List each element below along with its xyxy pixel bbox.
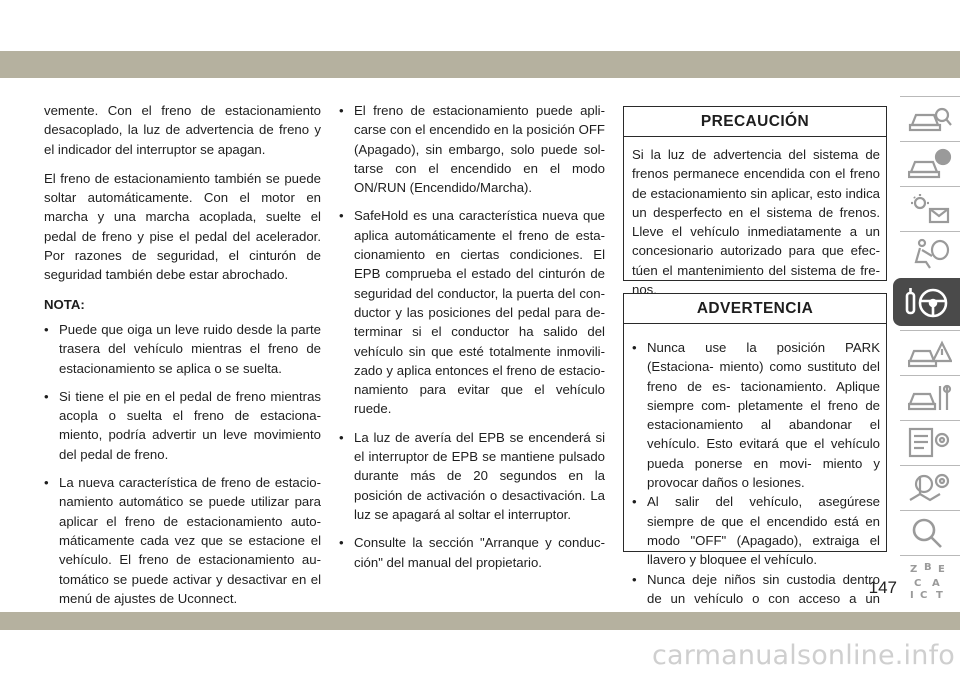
list-item: • La nueva característica de freno de estacio- namiento automático se puede utilizar para aplicar el freno de estacionamiento auto- máticamente cada vez que se estacione el vehículo. El freno de estacionamiento au- tomático se puede activar y desactivar en el menú de ajustes de Uconnect. [44,473,321,608]
caution-title: PRECAUCIÓN [624,107,886,137]
svg-text:C: C [914,578,922,589]
tab-car-warning[interactable] [900,330,960,373]
tab-list-gear[interactable] [900,420,960,463]
list-item: • Si tiene el pie en el pedal de freno mientras acopla o suelta el freno de estaciona- miento, podría advertir un leve movimiento del pedal de freno. [44,387,321,464]
tab-steering-wheel-key[interactable] [893,278,960,326]
svg-text:E: E [938,564,945,575]
svg-text:T: T [936,590,943,601]
svg-text:A: A [932,578,940,589]
warning-title: ADVERTENCIA [624,294,886,324]
list-item: • SafeHold es una característica nueva que aplica automáticamente el freno de esta- cionamiento en ciertas condiciones. El EPB comprueba el estado del cinturón de seguridad del conductor, la puerta del con- ductor y las posiciones del pedal para de- terminar si el conductor ha salido del vehículo sin que esté totalmente inmovili- zado y aplica entonces el freno de estacio- namiento para evitar que el vehículo ruede. [339,206,605,418]
paragraph: vemente. Con el freno de estacionamiento desacoplado, la luz de advertencia de freno y el indicador del interruptor se apagan. [44,103,321,157]
magnifier-icon [908,517,952,549]
note-list [44,320,321,608]
middle-column [339,101,605,581]
car-tools-icon [908,382,952,414]
svg-text:C: C [920,590,928,601]
list-item: • Nunca deje niños sin custodia dentro de un vehículo o con acceso a un [632,570,880,628]
warning-list [632,338,880,627]
note-heading: NOTA: [44,296,85,312]
steering-wheel-key-icon [905,287,949,319]
tab-alphabet-index[interactable] [900,555,960,601]
map-gear-icon [908,472,952,504]
dashboard-lights-icon [908,193,952,225]
warning-body [624,324,886,627]
list-item: • El freno de estacionamiento puede apli- carse con el encendido en la posición OFF (Apagado), sin embargo, solo puede sol- tarse con el encendido en el modo ON/RUN (Encendido/Marcha). [339,101,605,197]
tab-dashboard-lights[interactable] [900,186,960,229]
tab-car-search[interactable] [900,96,960,139]
tab-map-gear[interactable] [900,465,960,508]
svg-text:B: B [924,562,932,573]
tab-car-info[interactable] [900,141,960,184]
svg-text:I: I [910,590,914,601]
caution-box [623,106,887,298]
alphabet-index-icon [908,562,952,602]
list-item: • Nunca use la posición PARK (Estaciona- miento) como sustituto del freno de es- tacionamiento. Aplique siempre com- pletamente el freno de estacionamiento al abandonar el vehículo. Esto evitará que el vehículo pueda ponerse en movi- miento y provocar daños o lesiones. [632,338,880,492]
car-search-icon [908,103,952,135]
caution-text: Si la luz de advertencia del sistema de frenos permanece encendida con el freno de estacionamiento sin aplicar, esto indica un desperfecto en el sistema de frenos. Lleve el vehículo inmediatamente a un concesionario autorizado para que efec- túen el mantenimiento del sistema de fre- nos. [632,147,880,298]
bullet-list [339,101,605,572]
tab-airbag-seat[interactable] [900,231,960,274]
footer-band [0,612,960,630]
car-warning-icon [908,337,952,369]
list-item: • La luz de avería del EPB se encenderá si el interruptor de EPB se mantiene pulsado durante más de 20 segundos en la posición de activación o desactivación. La luz se apagará al soltar el interruptor. [339,428,605,524]
paragraph: El freno de estacionamiento también se puede soltar automáticamente. Con el motor en marcha y una marcha acoplada, suelte el pedal de freno y pise el pedal del acelerador. Por razones de seguridad, el cinturón de seguridad también debe estar abrochado. [44,170,321,283]
list-item: • Puede que oiga un leve ruido desde la parte trasera del vehículo mientras el freno de estacionamiento se aplica o se suelta. [44,320,321,378]
tab-magnifier[interactable] [900,510,960,553]
svg-text:Z: Z [910,564,918,575]
header-band [0,51,960,78]
list-gear-icon [908,427,952,459]
page-number: 147 [868,578,897,597]
list-item: • Consulte la sección "Arranque y conduc- ción" del manual del propietario. [339,533,605,572]
airbag-seat-icon [908,238,952,270]
list-item: • Al salir del vehículo, asegúrese siempre de que el encendido está en modo "OFF" (Apagado), extraiga el llavero y bloquee el vehículo. [632,492,880,569]
chapter-tabs [893,96,960,600]
car-info-icon [908,148,952,180]
left-column [44,101,321,617]
watermark: carmanualsonline.info [652,640,955,671]
tab-car-tools[interactable] [900,375,960,418]
